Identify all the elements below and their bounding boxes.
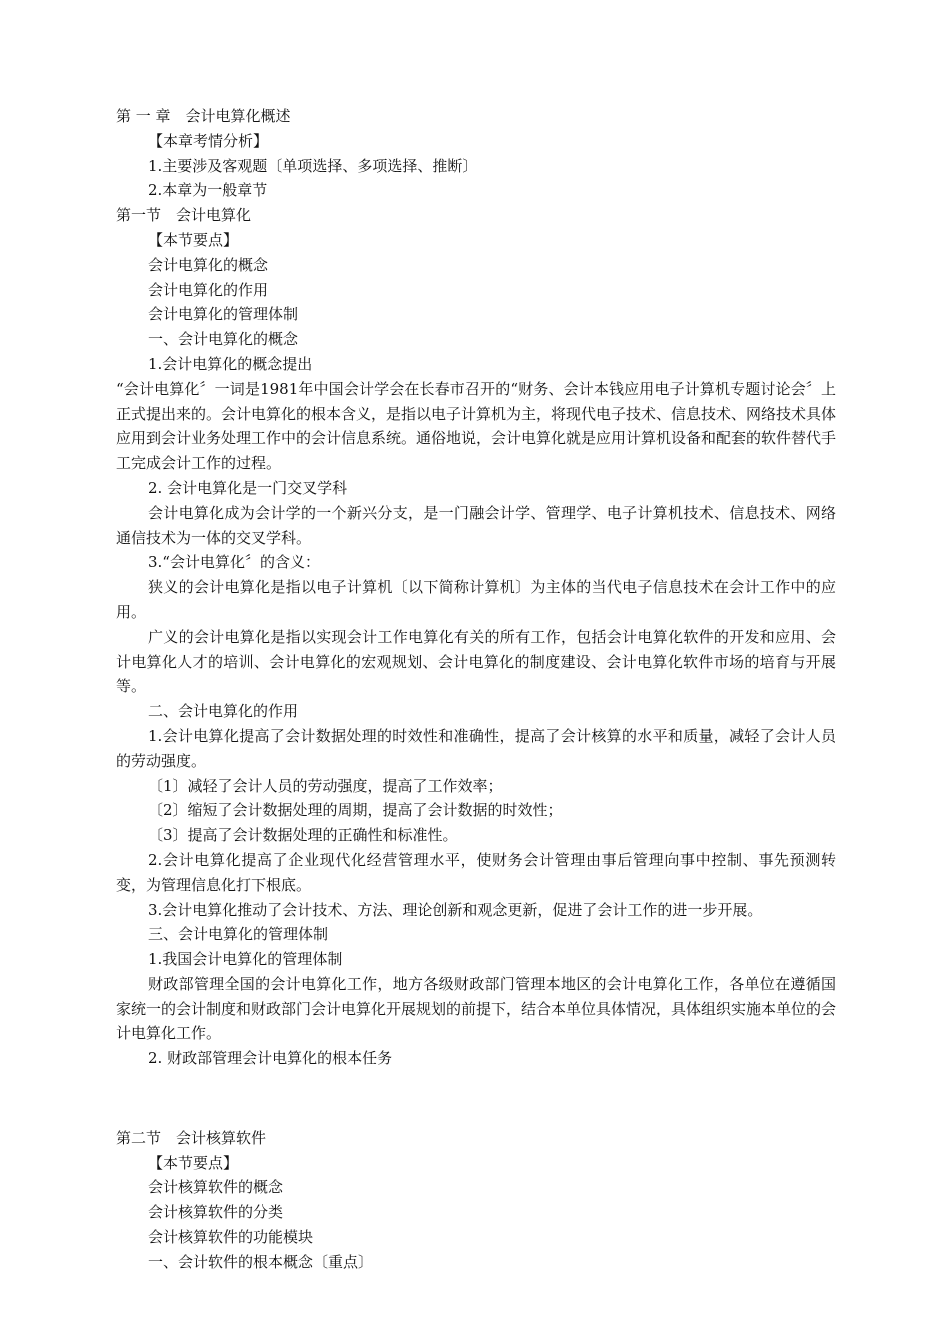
paragraph: 会计电算化的管理体制 <box>148 305 299 324</box>
paragraph: 会计电算化成为会计学的一个新兴分支，是一门融会计学、管理学、电子计算机技术、信息技术、网络通信技术为一体的交叉学科。 <box>116 503 836 547</box>
paragraph: 会计核算软件的分类 <box>148 1203 284 1222</box>
paragraph: 2.会计电算化提高了企业现代化经营管理水平，使财务会计管理由事后管理向事中控制、事先预测转变，为管理信息化打下根底。 <box>116 850 836 894</box>
paragraph: 【本章考情分析】 <box>148 131 269 150</box>
paragraph: 第一节 会计电算化 <box>116 206 252 225</box>
paragraph: 一、会计软件的根本概念〔重点〕 <box>148 1252 374 1271</box>
paragraph: 3.会计电算化推动了会计技术、方法、理论创新和观念更新，促进了会计工作的进一步开展。 <box>148 900 763 919</box>
paragraph: 〔1〕减轻了会计人员的劳动强度，提高了工作效率； <box>148 776 503 795</box>
paragraph: 〔2〕缩短了会计数据处理的周期，提高了会计数据的时效性； <box>148 801 563 820</box>
paragraph: 三、会计电算化的管理体制 <box>148 925 329 944</box>
paragraph: 会计核算软件的功能模块 <box>148 1228 314 1247</box>
paragraph: 2.本章为一般章节 <box>148 181 268 200</box>
paragraph: “会计电算化〞一词是1981年中国会计学会在长春市召开的“财务、会计本钱应用电子计算机专题讨论会〞上正式提出来的。会计电算化的根本含义，是指以电子计算机为主，将现代电子技术、信息技术、网络技术具体应用到会计业务处理工作中的会计信息系统。通俗地说，会计电算化就是应用计算机设备和配套的软件替代手工完成会计工作的过程。 <box>116 379 837 473</box>
paragraph: 1.会计电算化提高了会计数据处理的时效性和准确性，提高了会计核算的水平和质量，减轻了会计人员的劳动强度。 <box>116 726 836 770</box>
paragraph: 会计电算化的概念 <box>148 255 269 274</box>
paragraph: 2. 会计电算化是一门交叉学科 <box>148 478 348 497</box>
paragraph: 财政部管理全国的会计电算化工作，地方各级财政部门管理本地区的会计电算化工作，各单位在遵循国家统一的会计制度和财政部门会计电算化开展规划的前提下，结合本单位具体情况，具体组织实施本单位的会计电算化工作。 <box>116 974 837 1043</box>
paragraph: 一、会计电算化的概念 <box>148 330 299 349</box>
paragraph: 会计核算软件的概念 <box>148 1178 284 1197</box>
paragraph: 狭义的会计电算化是指以电子计算机〔以下简称计算机〕为主体的当代电子信息技术在会计工作中的应用。 <box>116 578 836 621</box>
paragraph: 〔3〕提高了会计数据处理的正确性和标准性。 <box>148 826 458 845</box>
paragraph: 二、会计电算化的作用 <box>148 702 299 721</box>
paragraph: 1.会计电算化的概念提出 <box>148 354 313 373</box>
paragraph: 1.我国会计电算化的管理体制 <box>148 950 343 969</box>
paragraph: 广义的会计电算化是指以实现会计工作电算化有关的所有工作，包括会计电算化软件的开发和应用、会计电算化人才的培训、会计电算化的宏观规划、会计电算化的制度建设、会计电算化软件市场的培育与开展等。 <box>116 627 836 696</box>
paragraph: 第二节 会计核算软件 <box>116 1128 267 1147</box>
paragraph: 【本节要点】 <box>148 230 239 249</box>
paragraph: 会计电算化的作用 <box>148 280 269 299</box>
paragraph: 1.主要涉及客观题〔单项选择、多项选择、推断〕 <box>148 156 478 175</box>
paragraph: 第 一 章 会计电算化概述 <box>116 107 291 125</box>
paragraph: 2. 财政部管理会计电算化的根本任务 <box>148 1049 393 1068</box>
paragraph: 3.“会计电算化〞的含义： <box>148 553 320 572</box>
paragraph: 【本节要点】 <box>148 1153 239 1172</box>
document-body <box>116 104 836 1275</box>
blank-line <box>116 1086 836 1111</box>
